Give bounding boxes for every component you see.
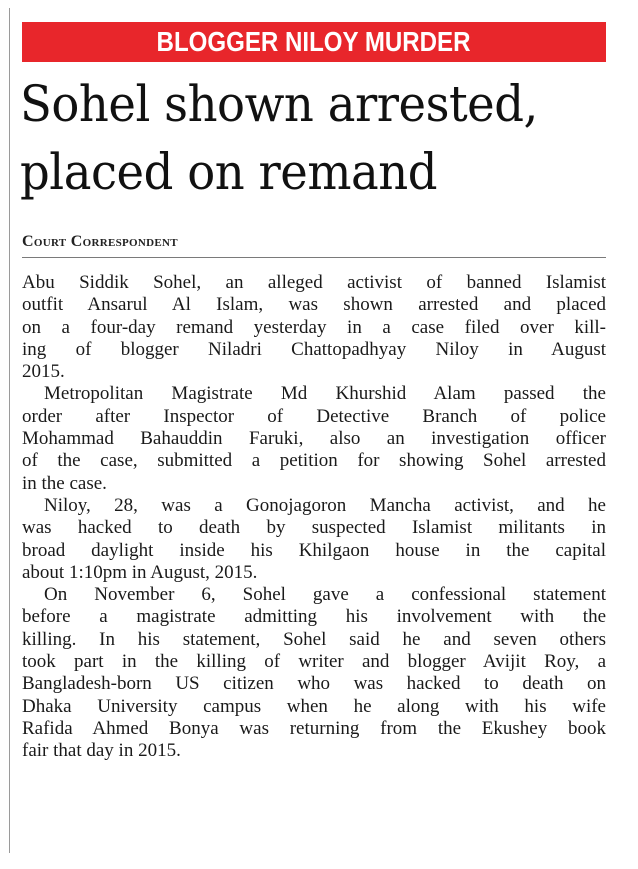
text-line: on a four-day remand yesterday in a case filed over kill- (22, 316, 606, 338)
text-line: of the case, submitted a petition for showing Sohel arrested (22, 450, 606, 472)
text-line: was hacked to death by suspected Islamist militants in (22, 517, 606, 539)
text-line: order after Inspector of Detective Branch of police (22, 405, 606, 427)
text-line: took part in the killing of writer and blogger Avijit Roy, a (22, 651, 606, 673)
paragraph-3 (22, 495, 606, 584)
text-line: fair that day in 2015. (22, 740, 181, 762)
paragraph-1 (22, 272, 606, 383)
text-line: Bangladesh-born US citizen who was hacked to death on (22, 673, 606, 695)
text-line: before a magistrate admitting his involvement with the (22, 606, 606, 628)
headline-line-1: Sohel shown arrested, (20, 75, 538, 133)
headline-line-2: placed on remand (20, 143, 438, 201)
text-line: On November 6, Sohel gave a confessional statement (44, 584, 606, 606)
text-line: Metropolitan Magistrate Md Khurshid Alam passed the (44, 383, 606, 405)
text-line: killing. In his statement, Sohel said he and seven others (22, 628, 606, 650)
byline: Court Correspondent (22, 233, 178, 250)
paragraph-4 (22, 584, 606, 762)
text-line: Dhaka University campus when he along with his wife (22, 695, 606, 717)
text-line: ing of blogger Niladri Chattopadhyay Niloy in August (22, 338, 606, 360)
text-line: about 1:10pm in August, 2015. (22, 561, 258, 583)
headline (20, 70, 578, 206)
article-body (22, 272, 606, 763)
paragraph-2 (22, 383, 606, 494)
text-line: in the case. (22, 472, 107, 494)
kicker-label: BLOGGER NILOY MURDER (157, 26, 471, 57)
text-line: Abu Siddik Sohel, an alleged activist of banned Islamist (22, 272, 606, 293)
text-line: broad daylight inside his Khilgaon house in the capital (22, 539, 606, 561)
text-line: outfit Ansarul Al Islam, was shown arrested and placed (22, 294, 606, 316)
column-rule (9, 8, 10, 853)
text-line: Mohammad Bahauddin Faruki, also an investigation officer (22, 428, 606, 450)
text-line: Rafida Ahmed Bonya was returning from the Ekushey book (22, 717, 606, 739)
kicker-banner (22, 22, 606, 62)
text-line: Niloy, 28, was a Gonojagoron Mancha activist, and he (44, 494, 606, 516)
text-line: 2015. (22, 361, 65, 383)
byline-divider (22, 257, 606, 258)
